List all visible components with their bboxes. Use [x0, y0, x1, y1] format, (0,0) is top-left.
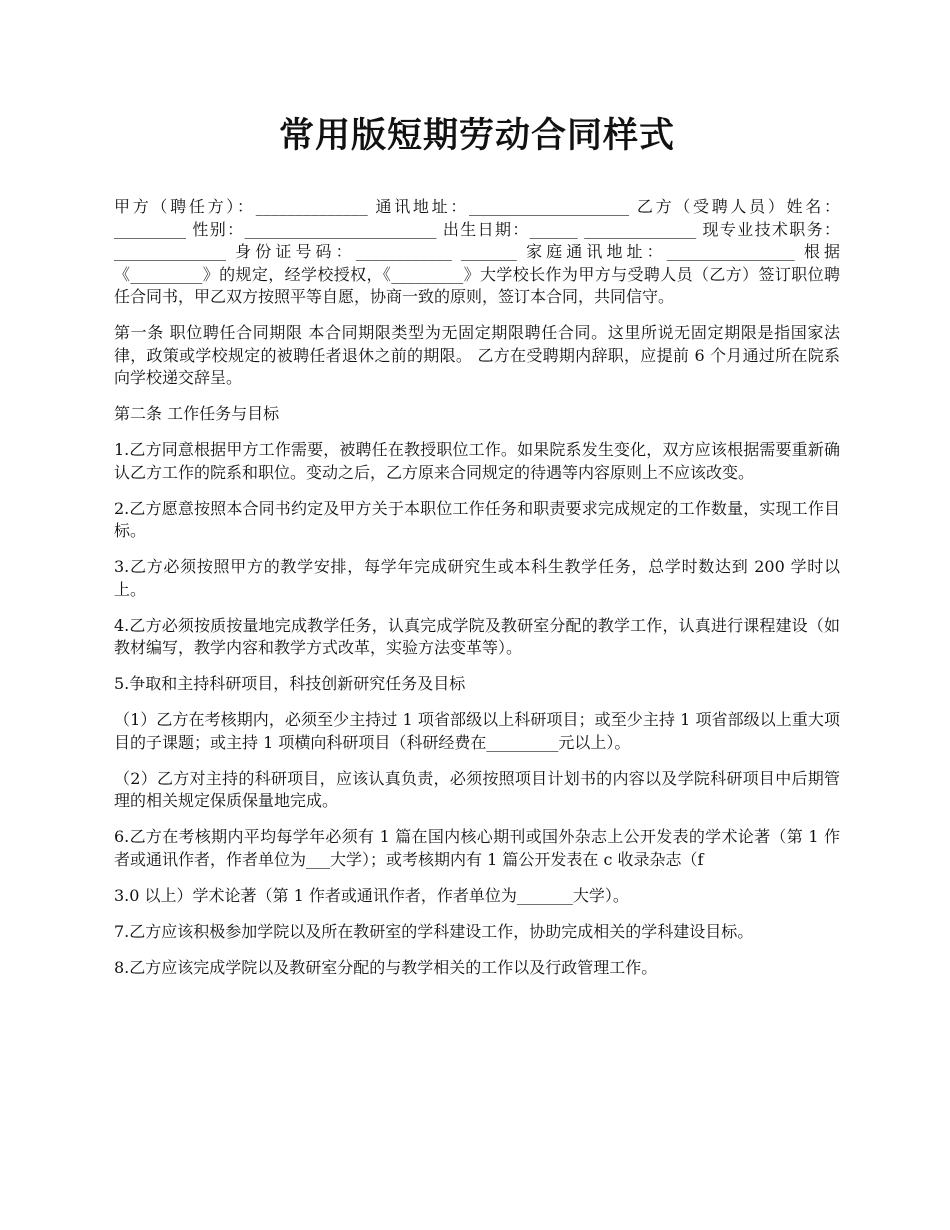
clause-1: 1.乙方同意根据甲方工作需要，被聘任在教授职位工作。如果院系发生变化，双方应该根据需要重新确认乙方工作的院系和职位。变动之后，乙方原来合同规定的待遇等内容原则上不应该改变。	[114, 440, 840, 482]
article-2-heading: 第二条 工作任务与目标	[114, 404, 280, 423]
clause-5-2: （2）乙方对主持的科研项目，应该认真负责，必须按照项目计划书的内容以及学院科研项目中后期管理的相关规定保质保量地完成。	[114, 768, 840, 810]
document-title: 常用版短期劳动合同样式	[278, 115, 675, 156]
clause-5: 5.争取和主持科研项目，科技创新研究任务及目标	[114, 674, 466, 693]
clause-2: 2.乙方愿意按照本合同书约定及甲方关于本职位工作任务和职责要求完成规定的工作数量，实现工作目标。	[114, 498, 840, 540]
article-1-term: 第一条 职位聘任合同期限 本合同期限类型为无固定期限聘任合同。这里所说无固定期限是指国家法律，政策或学校规定的被聘任者退休之前的期限。 乙方在受聘期内辞职，应提前 6 个月通过所在院系向学校递交辞呈。	[114, 323, 840, 387]
clause-6-continued: 3.0 以上）学术论著（第 1 作者或通讯作者，作者单位为_______大学）。	[114, 885, 629, 905]
clause-8: 8.乙方应该完成学院以及教研室分配的与教学相关的工作以及行政管理工作。	[114, 957, 658, 977]
clause-5-1: （1）乙方在考核期内，必须至少主持过 1 项省部级以上科研项目；或至少主持 1 项省部级以上重大项目的子课题；或主持 1 项横向科研项目（科研经费在_________元以上）。	[114, 710, 840, 752]
clause-7: 7.乙方应该积极参加学院以及所在教研室的学科建设工作，协助完成相关的学科建设目标。	[114, 921, 754, 941]
clause-3: 3.乙方必须按照甲方的教学安排，每学年完成研究生或本科生教学任务，总学时数达到 200 学时以上。	[114, 557, 840, 599]
clause-6: 6.乙方在考核期内平均每学年必须有 1 篇在国内核心期刊或国外杂志上公开发表的学术论著（第 1 作者或通讯作者，作者单位为___大学）；或考核期内有 1 篇公开发表在 c 收录杂志（f	[114, 827, 840, 869]
contract-intro: 甲方（聘任方）：______________ 通讯地址：____________________ 乙方（受聘人员）姓名：_________ 性别：________________________ 出生日期：______ ______________ 现专业技术职务：______________ 身份证号码：____________ _______ 家庭通讯地址：________________ 根据《_________》的规定，经学校授权，《_________》大学校长作为甲方与受聘人员（乙方）签订职位聘任合同书，甲乙双方按照平等自愿，协商一致的原则，签订本合同，共同信守。	[114, 197, 840, 306]
clause-4: 4.乙方必须按质按量地完成教学任务，认真完成学院及教研室分配的教学工作，认真进行课程建设（如教材编写，教学内容和教学方式改革，实验方法变革等）。	[114, 615, 840, 657]
